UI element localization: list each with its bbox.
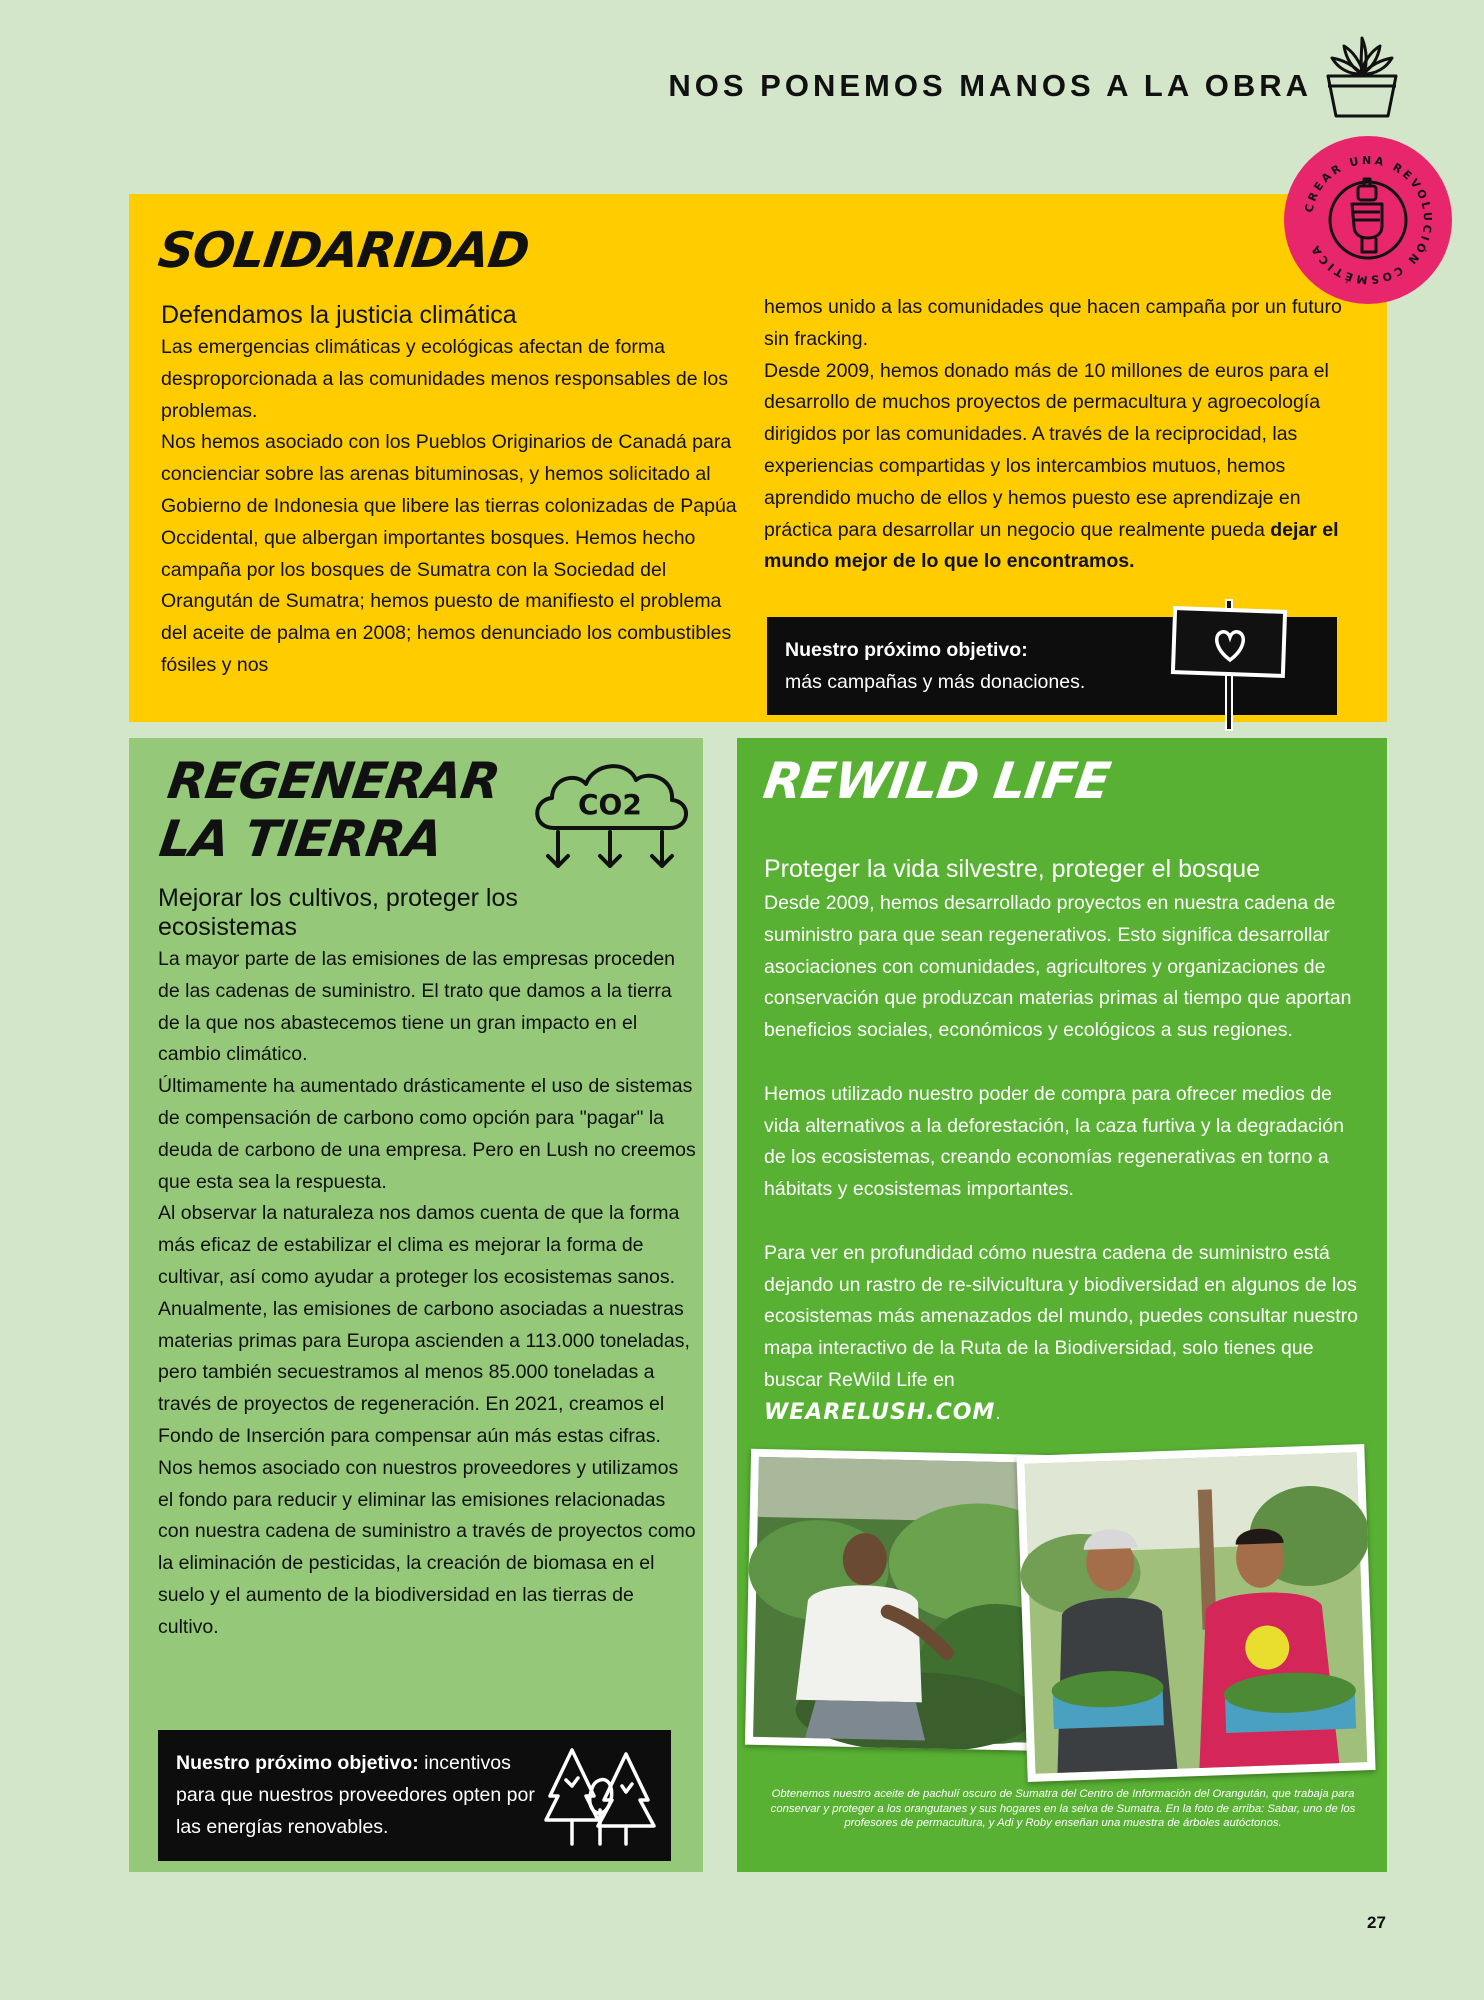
paragraph: Las emergencias climáticas y ecológicas afectan de forma desproporcionada a las comunidades menos responsables de los problemas. [161,336,728,422]
solidaridad-right-column [764,292,1356,578]
solidaridad-left-column [161,298,741,682]
rewild-subtitle: Proteger la vida silvestre, proteger el bosque [764,855,1261,883]
solidaridad-title: SOLIDARIDAD [155,222,533,279]
photo-caption: Obtenemos nuestro aceite de pachulí oscuro de Sumatra del Centro de Información del Orangután, que trabaja para conservar y proteger a los orangutanes y sus hogares en la selva de Sumatra. En la foto de arriba: Sabar, uno de los profesores de permacultura, y Adi y Roby enseñan una muestra de árboles autóctonos. [770,1788,1356,1829]
url-suffix: . [995,1401,1001,1424]
paragraph: Últimamente ha aumentado drásticamente el uso de sistemas de compensación de carbono como opción para "pagar" la deuda de carbono de una empresa. Pero en Lush no creemos que esta sea la respuesta. [158,1075,696,1193]
paragraph-text: Desde 2009, hemos donado más de 10 millones de euros para el desarrollo de muchos proyectos de permacultura y agroecología dirigidos por las comunidades. A través de la reciprocidad, las experiencias compartidas y los intercambios mutuos, hemos aprendido mucho de ellos y hemos puesto ese aprendizaje en práctica para desarrollar un negocio que realmente pueda [764,359,1329,541]
goal-text: más campañas y más donaciones. [785,671,1086,693]
two-men-holding-seedling-trays-photo [1016,1444,1375,1782]
goal-label: Nuestro próximo objetivo: [176,1752,419,1774]
rewild-body [764,855,1364,1430]
paragraph [764,356,1356,579]
co2-cloud-icon [524,748,696,876]
paragraph: Al observar la naturaleza nos damos cuenta de que la forma más eficaz de estabilizar el clima es mejorar la forma de cultivar, así como ayudar a proteger los ecosistemas sanos. [158,1202,680,1288]
heart-sign-icon [1168,596,1290,734]
regenerar-body [158,884,698,1644]
revolution-badge [1282,134,1454,306]
emphasis-text: dejar el mundo mejor de lo que lo encontramos. [764,518,1339,573]
paragraph: Nos hemos asociado con nuestros proveedores y utilizamos el fondo para reducir y eliminar las emisiones relacionadas con nuestra cadena de suministro a través de proyectos como la eliminación de pesticidas, la creación de biomasa en el suelo y el aumento de la biodiversidad en las tierras de cultivo. [158,1456,696,1638]
paragraph: Hemos utilizado nuestro poder de compra para ofrecer medios de vida alternativos a la deforestación, la caza furtiva y la degradación de los ecosistemas, creando economías regenerativas en torno a hábitats y ecosistemas importantes. [764,1082,1344,1201]
paragraph: Anualmente, las emisiones de carbono asociadas a nuestras materias primas para Europa ascienden a 113.000 toneladas, pero también secuestramos al menos 85.000 toneladas a través de proyectos de regeneración. En 2021, creamos el Fondo de Inserción para compensar aún más estas cifras. [158,1297,690,1447]
paragraph: La mayor parte de las emisiones de las empresas proceden de las cadenas de suministro. El trato que damos a la tierra de la que nos abastecemos tiene un gran impacto en el cambio climático. [158,948,676,1066]
regenerar-subtitle: Mejorar los cultivos, proteger los ecosistemas [158,884,518,941]
regenerar-title: REGENERAR LA TIERRA [156,752,503,868]
paragraph: hemos unido a las comunidades que hacen campaña por un futuro sin fracking. [764,296,1342,350]
goal-label: Nuestro próximo objetivo: [785,639,1028,661]
paragraph: Desde 2009, hemos desarrollado proyectos en nuestra cadena de suministro para que sean regenerativos. Esto significa desarrollar asociaciones con comunidades, agricultores y organizaciones de conservación que produzcan materias primas al tiempo que aportan beneficios sociales, económicos y ecológicos a sus regiones. [764,892,1352,1042]
goal-text: incentivos para que nuestros proveedores opten por las energías renovables. [176,1752,535,1838]
co2-label: CO2 [578,788,642,821]
paragraph: Para ver en profundidad cómo nuestra cadena de suministro está dejando un rastro de re-silvicultura y biodiversidad en algunos de los ecosistemas más amenazados del mundo, puedes consultar nuestro mapa interactivo de la Ruta de la Biodiversidad, solo tienes que buscar ReWild Life en [764,1241,1358,1391]
badge-text: CREAR UNA REVOLUCIÓN COSMÉTICA [1302,153,1435,287]
rewild-title: REWILD LIFE [760,752,1114,810]
paragraph: Nos hemos asociado con los Pueblos Originarios de Canadá para concienciar sobre las arenas bituminosas, y hemos solicitado al Gobierno de Indonesia que libere las tierras colonizadas de Papúa Occidental, que albergan importantes bosques. Hemos hecho campaña por los bosques de Sumatra con la Sociedad del Orangután de Sumatra; hemos puesto de manifiesto el problema del aceite de palma en 2008; hemos denunciado los combustibles fósiles y nos [161,431,737,676]
plant-pot-icon [1320,30,1404,122]
regenerar-goal-box [158,1730,671,1861]
wearelush-link[interactable]: WEARELUSH.COM [764,1399,996,1425]
solidaridad-subtitle: Defendamos la justicia climática [161,301,517,329]
trees-icon [542,1740,662,1852]
page-number: 27 [1367,1913,1386,1932]
section-header: NOS PONEMOS MANOS A LA OBRA [668,68,1312,103]
